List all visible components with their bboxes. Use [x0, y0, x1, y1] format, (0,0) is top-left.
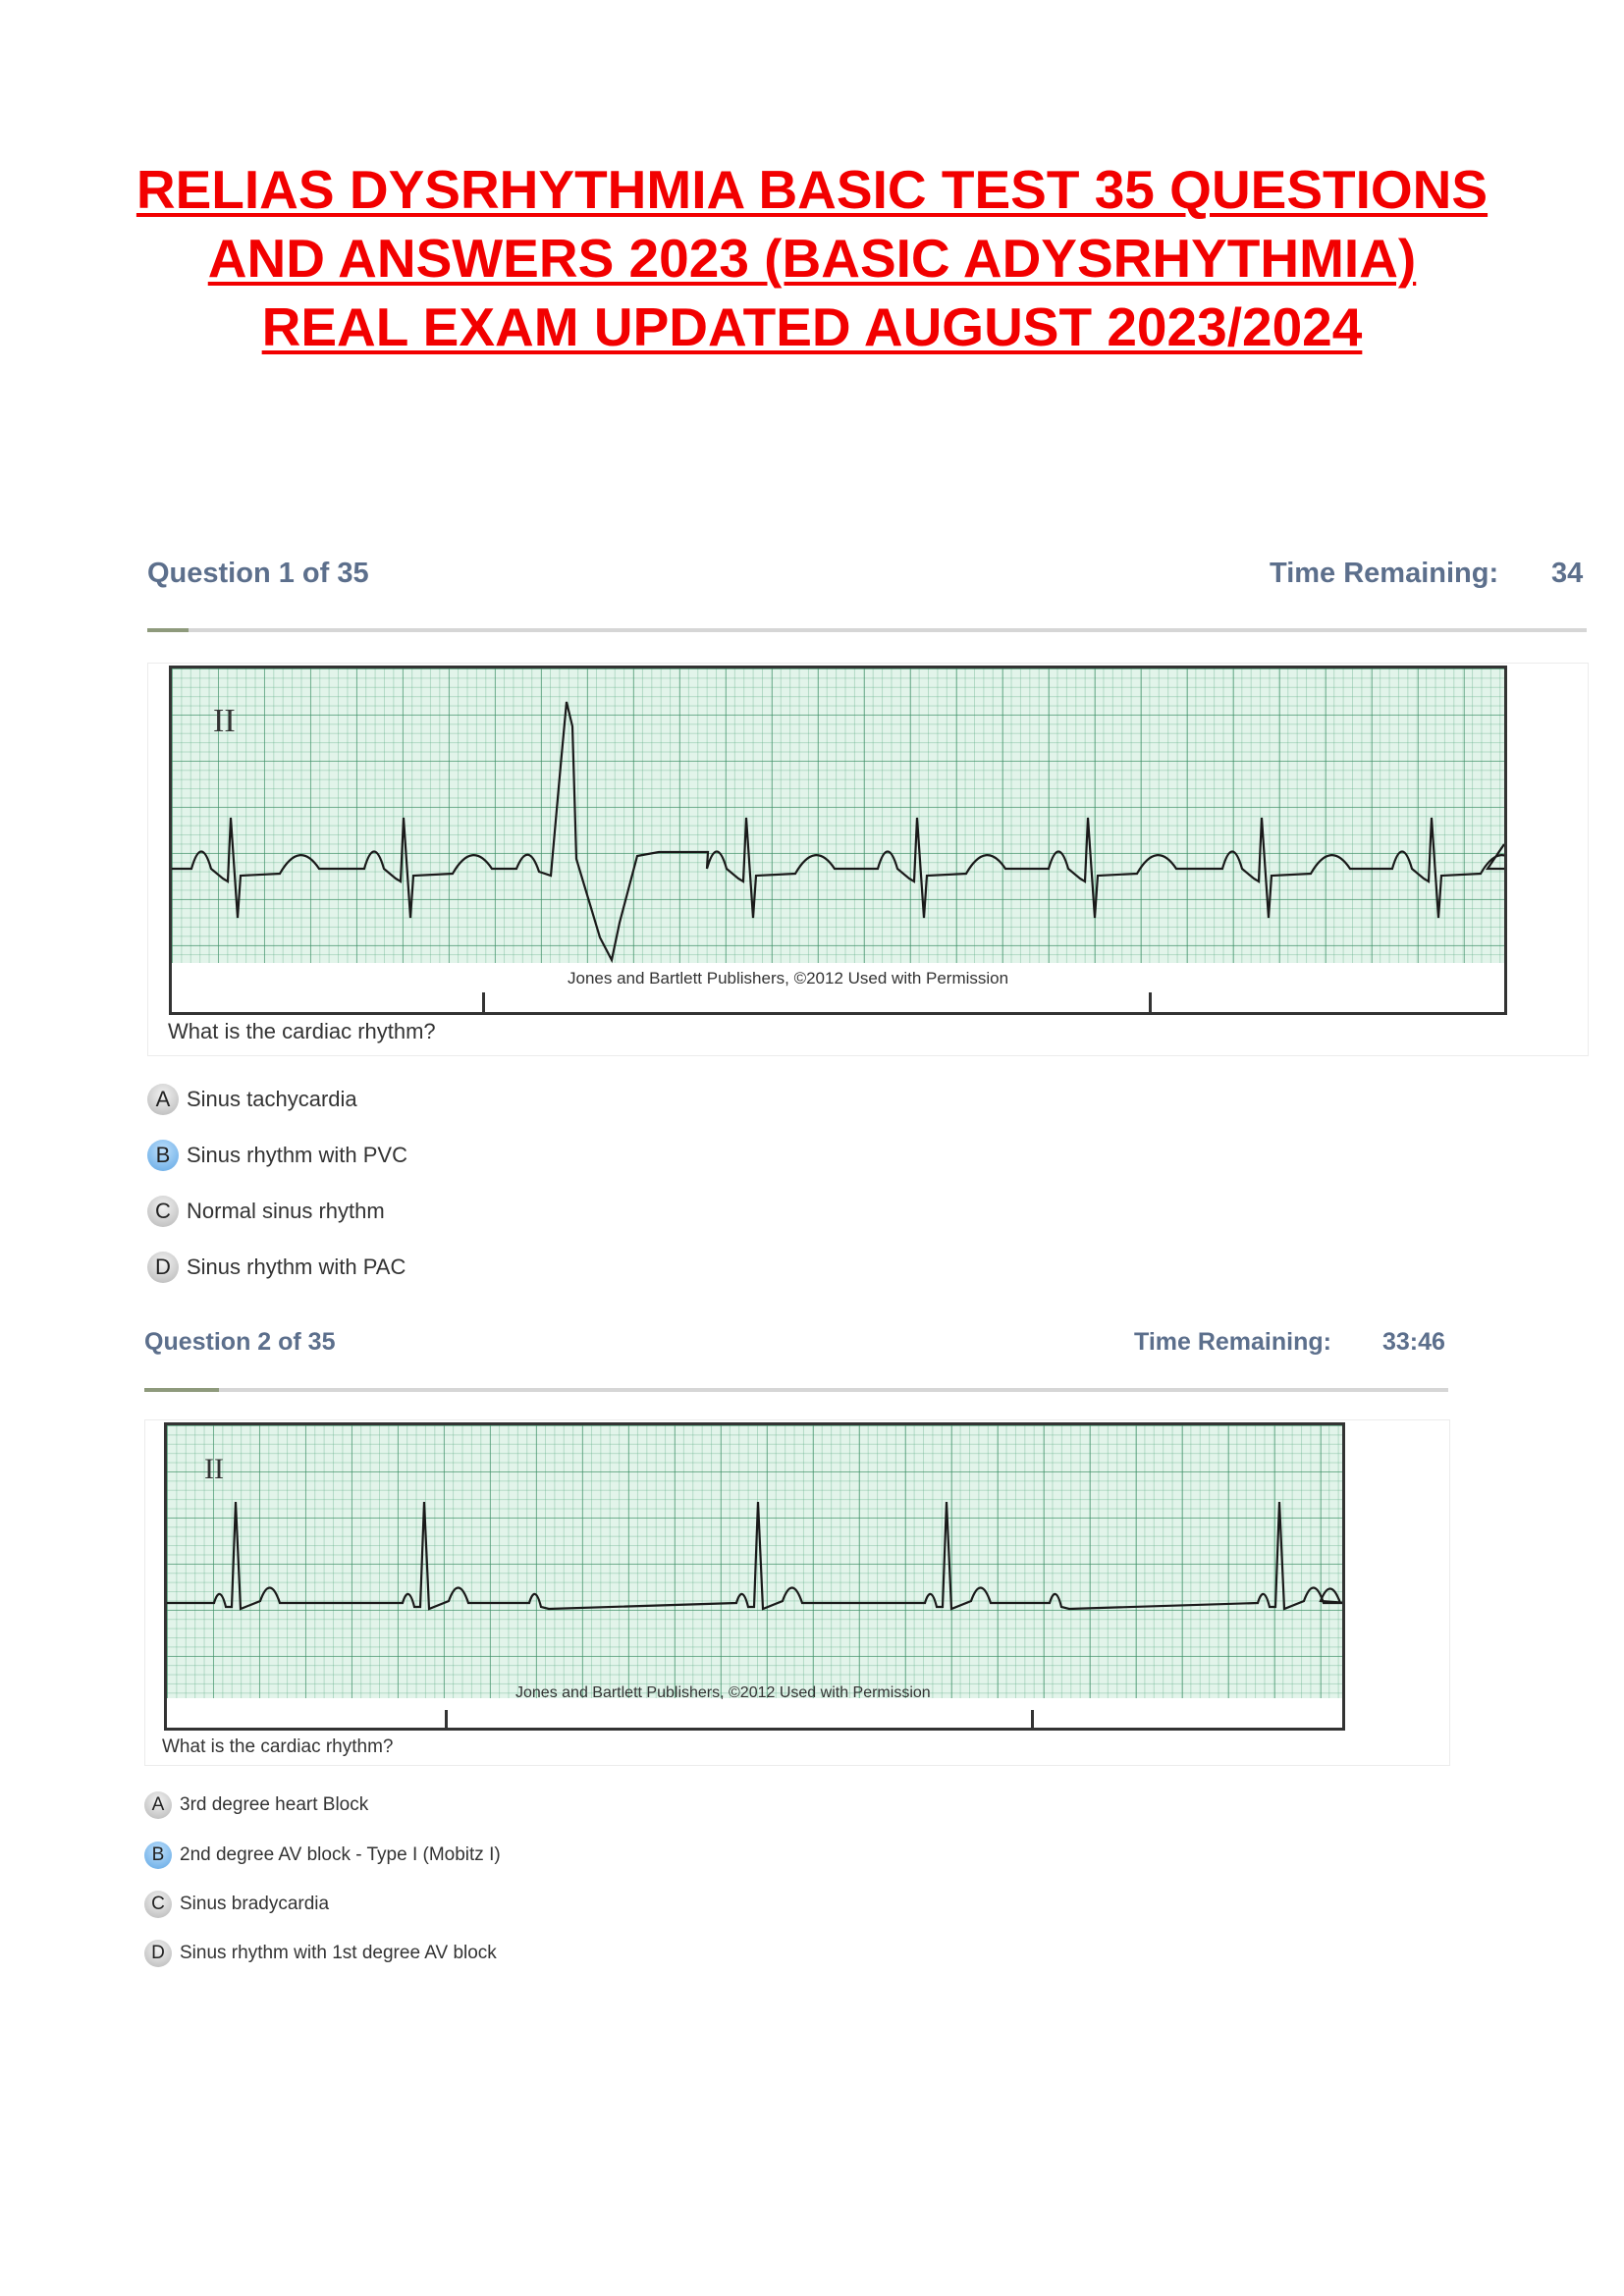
- option-radio[interactable]: A: [147, 1084, 179, 1115]
- answer-option-c[interactable]: [147, 1196, 385, 1227]
- option-label: 3rd degree heart Block: [180, 1794, 369, 1815]
- progress-bar: [147, 628, 1587, 632]
- answer-option-a[interactable]: [147, 1084, 357, 1115]
- question-counter: Question 2 of 35: [144, 1328, 336, 1356]
- answer-option-d[interactable]: [144, 1940, 497, 1967]
- ecg-trace: [172, 668, 1504, 1012]
- question-card: [147, 663, 1589, 1056]
- progress-bar: [144, 1388, 1448, 1392]
- title-line: RELIAS DYSRHYTHMIA BASIC TEST 35 QUESTIONS: [135, 159, 1489, 220]
- option-label: Sinus rhythm with PVC: [187, 1143, 407, 1167]
- answer-option-c[interactable]: [144, 1891, 329, 1918]
- time-marker: [482, 992, 485, 1012]
- time-remaining-label: Time Remaining:: [1134, 1328, 1331, 1356]
- ecg-waveform: [172, 702, 1504, 960]
- lead-label: II: [204, 1453, 224, 1485]
- option-radio[interactable]: A: [144, 1791, 172, 1819]
- image-credit: Jones and Bartlett Publishers, ©2012 Used with Permission: [568, 969, 1009, 988]
- ecg-waveform: [167, 1502, 1342, 1609]
- option-radio[interactable]: D: [144, 1940, 172, 1967]
- ecg-trace: [167, 1425, 1342, 1728]
- time-remaining-value: 33:46: [1382, 1328, 1445, 1356]
- time-marker: [1031, 1710, 1034, 1728]
- option-label: Sinus bradycardia: [180, 1894, 330, 1914]
- question-prompt: What is the cardiac rhythm?: [162, 1736, 394, 1757]
- option-radio[interactable]: B: [147, 1140, 179, 1171]
- option-radio[interactable]: D: [147, 1252, 179, 1283]
- lead-label: II: [213, 703, 236, 739]
- image-credit: Jones and Bartlett Publishers, ©2012 Used with Permission: [515, 1684, 931, 1701]
- time-remaining-value: 34: [1551, 558, 1584, 589]
- time-marker: [445, 1710, 448, 1728]
- ecg-strip: [169, 666, 1507, 1015]
- option-label: Sinus rhythm with 1st degree AV block: [180, 1943, 497, 1963]
- progress-fill: [144, 1388, 219, 1392]
- option-label: Sinus rhythm with PAC: [187, 1255, 406, 1279]
- answer-option-a[interactable]: [144, 1791, 368, 1819]
- option-label: 2nd degree AV block - Type I (Mobitz I): [180, 1844, 501, 1865]
- progress-fill: [147, 628, 189, 632]
- option-radio[interactable]: B: [144, 1842, 172, 1869]
- title-line: AND ANSWERS 2023 (BASIC ADYSRHYTHMIA): [207, 228, 1417, 289]
- option-radio[interactable]: C: [147, 1196, 179, 1227]
- question-card: [144, 1419, 1450, 1766]
- option-label: Normal sinus rhythm: [187, 1199, 385, 1223]
- answer-option-b[interactable]: [144, 1842, 501, 1869]
- ecg-strip: [164, 1422, 1345, 1731]
- document-title: [0, 155, 1624, 361]
- question-prompt: What is the cardiac rhythm?: [168, 1019, 436, 1043]
- answer-option-d[interactable]: [147, 1252, 406, 1283]
- question-counter: Question 1 of 35: [147, 558, 369, 589]
- option-radio[interactable]: C: [144, 1891, 172, 1918]
- time-remaining-label: Time Remaining:: [1270, 558, 1499, 589]
- time-marker: [1149, 992, 1152, 1012]
- option-label: Sinus tachycardia: [187, 1087, 357, 1111]
- title-line: REAL EXAM UPDATED AUGUST 2023/2024: [261, 296, 1363, 357]
- answer-option-b[interactable]: [147, 1140, 407, 1171]
